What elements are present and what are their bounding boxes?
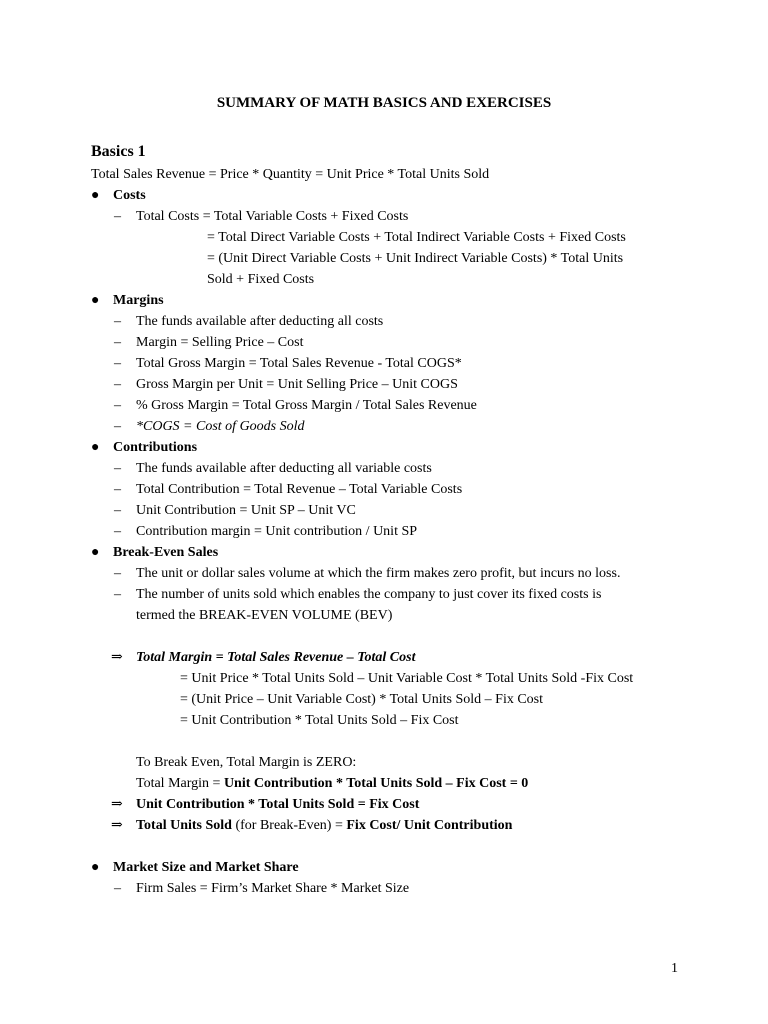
list-item: – Gross Margin per Unit = Unit Selling Price – Unit COGS — [91, 374, 711, 395]
list-item: – The funds available after deducting all variable costs — [91, 458, 711, 479]
implies-arrow-icon: ⇒ — [111, 818, 123, 833]
list-item: – Total Gross Margin = Total Sales Revenue - Total COGS* — [91, 353, 711, 374]
dash-icon: – — [114, 419, 121, 434]
bullet-costs — [91, 185, 711, 206]
list-item: – Total Contribution = Total Revenue – Total Variable Costs — [91, 479, 711, 500]
bullet-heading: Costs — [113, 188, 146, 203]
result-line: ⇒ Unit Contribution * Total Units Sold = Fix Cost — [91, 794, 711, 815]
dash-icon: – — [114, 356, 121, 371]
dash-icon: – — [114, 461, 121, 476]
list-item: – Contribution margin = Unit contribution / Unit SP — [91, 521, 711, 542]
list-item: – Total Costs = Total Variable Costs + Fixed Costs — [91, 206, 711, 227]
footnote-cogs: – *COGS = Cost of Goods Sold — [91, 416, 711, 437]
bullet-heading: Market Size and Market Share — [113, 860, 299, 875]
list-item: – Firm Sales = Firm’s Market Share * Market Size — [91, 878, 711, 899]
spacer — [91, 731, 711, 752]
bullet-contributions — [91, 437, 711, 458]
page-title: SUMMARY OF MATH BASICS AND EXERCISES — [216, 95, 552, 111]
bullet-dot-icon: ● — [91, 440, 100, 455]
bullet-heading: Margins — [113, 293, 164, 308]
dash-icon: – — [114, 335, 121, 350]
page-number: 1 — [671, 961, 678, 976]
list-item: – The unit or dollar sales volume at which the firm makes zero profit, but incurs no loss. — [91, 563, 711, 584]
dash-icon: – — [114, 314, 121, 329]
formula-line: = (Unit Price – Unit Variable Cost) * Total Units Sold – Fix Cost — [180, 692, 544, 707]
intro-line: Total Sales Revenue = Price * Quantity = Unit Price * Total Units Sold — [91, 167, 490, 182]
bullet-dot-icon: ● — [91, 860, 100, 875]
implies-arrow-icon: ⇒ — [111, 650, 123, 665]
bullet-dot-icon: ● — [91, 293, 100, 308]
zero-equation: Total Margin = Unit Contribution * Total Units Sold – Fix Cost = 0 — [136, 776, 529, 791]
formula-line: = Unit Price * Total Units Sold – Unit Variable Cost * Total Units Sold -Fix Cost — [180, 671, 634, 686]
section-heading-basics: Basics 1 — [91, 143, 146, 160]
dash-icon: – — [114, 377, 121, 392]
dash-icon: – — [114, 587, 121, 602]
continuation-line: Sold + Fixed Costs — [207, 272, 315, 287]
continuation-line: = (Unit Direct Variable Costs + Unit Indirect Variable Costs) * Total Units — [207, 251, 624, 266]
result-line: ⇒ Total Units Sold (for Break-Even) = Fix Cost/ Unit Contribution — [91, 815, 711, 836]
list-item: – Margin = Selling Price – Cost — [91, 332, 711, 353]
dash-icon: – — [114, 881, 121, 896]
list-item: – Unit Contribution = Unit SP – Unit VC — [91, 500, 711, 521]
formula-head: ⇒ Total Margin = Total Sales Revenue – Total Cost — [91, 647, 711, 668]
formula-line: = Unit Contribution * Total Units Sold – Fix Cost — [180, 713, 459, 728]
spacer — [91, 626, 711, 647]
dash-icon: – — [114, 566, 121, 581]
bullet-dot-icon: ● — [91, 188, 100, 203]
list-item: – The funds available after deducting all costs — [91, 311, 711, 332]
spacer — [91, 836, 711, 857]
bullet-heading: Contributions — [113, 440, 198, 455]
bullet-market-size — [91, 857, 711, 878]
dash-icon: – — [114, 398, 121, 413]
implies-arrow-icon: ⇒ — [111, 797, 123, 812]
dash-icon: – — [114, 524, 121, 539]
zero-intro: To Break Even, Total Margin is ZERO: — [136, 755, 357, 770]
list-item: – % Gross Margin = Total Gross Margin / Total Sales Revenue — [91, 395, 711, 416]
document-body — [91, 140, 711, 899]
bullet-break-even — [91, 542, 711, 563]
bullet-dot-icon: ● — [91, 545, 100, 560]
dash-icon: – — [114, 503, 121, 518]
bullet-margins — [91, 290, 711, 311]
continuation-line: = Total Direct Variable Costs + Total Indirect Variable Costs + Fixed Costs — [207, 230, 626, 245]
bullet-heading: Break-Even Sales — [113, 545, 219, 560]
list-item: – The number of units sold which enables the company to just cover its fixed costs is — [91, 584, 711, 605]
continuation-line: termed the BREAK-EVEN VOLUME (BEV) — [136, 608, 393, 623]
dash-icon: – — [114, 482, 121, 497]
dash-icon: – — [114, 209, 121, 224]
